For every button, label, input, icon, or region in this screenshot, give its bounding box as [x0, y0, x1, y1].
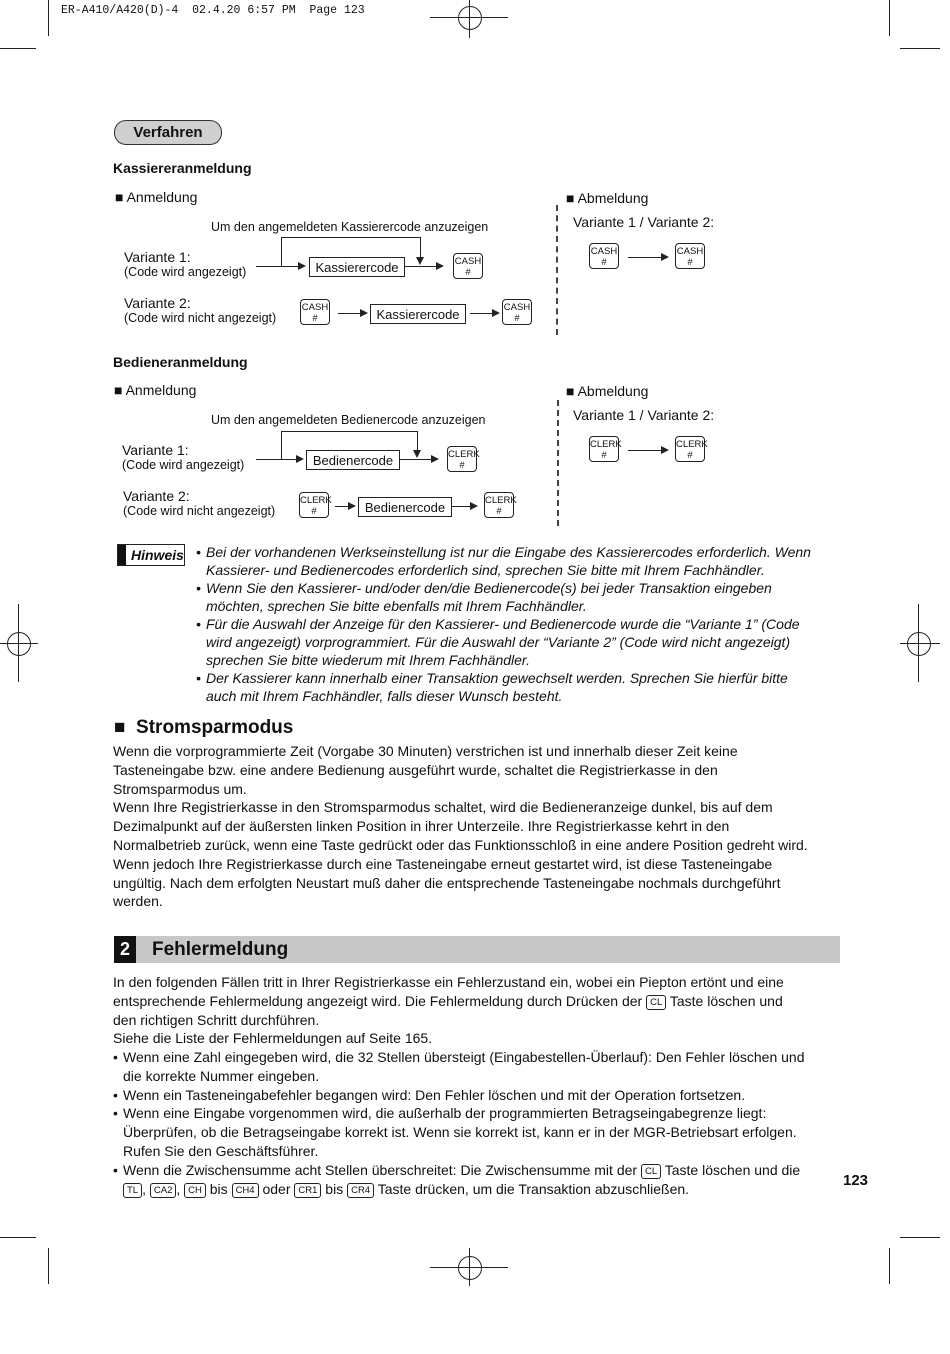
flow-line — [628, 257, 662, 258]
crop-mark — [889, 1248, 890, 1284]
power-save-heading: ■ Stromsparmodus — [114, 717, 294, 738]
clerk-signoff-label: ■ Abmeldung — [566, 383, 648, 399]
arrow-down-icon — [416, 257, 424, 265]
list-item: • Wenn die Zwischensumme acht Stellen überschreitet: Die Zwischensumme mit der CL Taste löschen und die TL , CA2 , CH bis CH4 oder CR1 bis CR4 Taste drücken, um die Transaktion abzuschließen. — [113, 1161, 801, 1197]
clerk-key: CLERK # — [447, 446, 477, 472]
cashier-variant2: Variante 2: — [124, 295, 191, 311]
clerk-signon-heading: Bedieneranmeldung — [113, 354, 248, 370]
flow-line — [417, 431, 418, 452]
registration-mark — [907, 632, 931, 656]
flow-line — [281, 237, 421, 238]
error-intro: In den folgenden Fällen tritt in Ihrer Registrierkasse ein Fehlerzustand ein, wobei ein Piepton ertönt und eine entsprechende Fehlermeldung angezeigt wird. Die Fehlermeldung durch Drücken der CL Taste löschen und den richtigen Schritt durchführen. Siehe die Liste der Fehlermeldungen auf Seite 165. — [113, 974, 784, 1047]
cash-key: CASH # — [300, 299, 330, 325]
note-item: • Bei der vorhandenen Werkseinstellung ist nur die Eingabe des Kassierercodes erforderlich. Wenn Kassierer- und Bedienercodes erforderlich sind, sprechen Sie bitte mit Ihrem Fachhändler. — [196, 544, 811, 578]
cashier-signoff-variants: Variante 1 / Variante 2: — [573, 214, 715, 230]
ch-key: CH — [184, 1183, 206, 1198]
flow-line — [405, 266, 437, 267]
flow-line — [281, 431, 282, 460]
cashier-signoff-label: ■ Abmeldung — [566, 190, 648, 206]
flow-line — [628, 450, 662, 451]
arrow-right-icon — [298, 262, 306, 270]
ch4-key: CH4 — [232, 1183, 259, 1198]
note-item: • Der Kassierer kann innerhalb einer Transaktion gewechselt werden. Sprechen Sie hierfür bitte auch mit Ihrem Fachhändler, falls dieser Wunsch besteht. — [196, 670, 788, 704]
clerk-signoff-variants: Variante 1 / Variante 2: — [573, 407, 715, 423]
clerk-caption: Um den angemeldeten Bedienercode anzuzeigen — [211, 413, 486, 427]
flow-line — [281, 431, 418, 432]
note-item: • Wenn Sie den Kassierer- und/oder den/die Bedienercode(s) bei jeder Transaktion eingeben möchten, sprechen Sie bitte ebenfalls mit Ihrem Fachhändler. — [196, 580, 772, 614]
flow-line — [452, 506, 472, 507]
clerk-key: CLERK # — [675, 436, 705, 462]
flow-line — [281, 237, 282, 267]
clerk-variant1-sub: (Code wird angezeigt) — [122, 458, 245, 472]
cashier-code-box: Kassierercode — [309, 257, 405, 277]
cashier-signon-label: ■ Anmeldung — [115, 189, 197, 205]
cashier-caption: Um den angemeldeten Kassierercode anzuzeigen — [211, 220, 489, 234]
list-item: • Wenn eine Eingabe vorgenommen wird, die außerhalb der programmierten Betragseingabegrenze liegt: Überprüfen, ob die Betragseingabe korrekt ist. Wenn sie korrekt ist, kann er in der MGR-Betriebsart erfolgen. Rufen Sie den Geschäftsführer. — [113, 1105, 797, 1159]
registration-mark — [7, 632, 31, 656]
divider-dashed — [556, 205, 558, 335]
page-number: 123 — [843, 1172, 869, 1189]
cl-key: CL — [646, 995, 666, 1010]
list-item: • Wenn ein Tasteneingabefehler begangen wird: Den Fehler löschen und mit der Operation fortsetzen. — [113, 1086, 746, 1103]
arrow-right-icon — [360, 309, 368, 317]
cashier-signon-heading: Kassiereranmeldung — [113, 160, 252, 176]
section-title: Fehlermeldung — [152, 939, 289, 960]
cashier-variant1: Variante 1: — [124, 249, 191, 265]
arrow-right-icon — [296, 455, 304, 463]
cash-key: CASH # — [675, 243, 705, 269]
divider-dashed — [557, 400, 559, 526]
registration-mark — [458, 6, 482, 30]
flow-line — [335, 506, 349, 507]
cashier-variant2-sub: (Code wird nicht angezeigt) — [124, 311, 277, 325]
clerk-variant2-sub: (Code wird nicht angezeigt) — [123, 504, 276, 518]
crop-mark — [0, 48, 36, 49]
list-item: • Wenn eine Zahl eingegeben wird, die 32 Stellen übersteigt (Eingabestellen-Überlauf): Den Fehler löschen und die korrekte Nummer eingeben. — [113, 1049, 805, 1084]
note-badge: Hinweis — [117, 544, 185, 566]
arrow-right-icon — [492, 309, 500, 317]
clerk-code-box: Bedienercode — [306, 450, 400, 470]
cashier-code-box: Kassierercode — [370, 304, 466, 324]
clerk-key: CLERK # — [589, 436, 619, 462]
arrow-right-icon — [436, 262, 444, 270]
power-save-text: Wenn die vorprogrammierte Zeit (Vorgabe 30 Minuten) verstrichen ist und innerhalb dieser Zeit keine Tasteneingabe bzw. eine andere Bedienung ausgeführt wurde, schaltet die Registrierkasse in den Stromsparmodus um. Wenn Ihre Registrierkasse in den Stromsparmodus schaltet, wird die Bedieneranzeige dunkel, bis auf dem Dezimalpunkt auf der äußersten linken Position in ihrer Unterzeile. Ihre Registrierkasse kehrt in den Normalbetrieb zurück, wenn eine Taste gedrückt oder das Funktionsschloß in eine andere Position gedreht wird. Wenn jedoch Ihre Registrierkasse durch eine Tasteneingabe erneut gestartet wird, ist diese Tasteneingabe ungültig. Nach dem erfolgten Neustart muß daher die entsprechende Tasteneingabe nochmals durchgeführt werden. — [113, 743, 808, 910]
print-header: ER-A410/A420(D)-4 02.4.20 6:57 PM Page 123 — [61, 4, 365, 17]
crop-mark — [48, 0, 49, 36]
cash-key: CASH # — [453, 253, 483, 279]
flow-line — [420, 237, 421, 259]
tl-key: TL — [123, 1183, 142, 1198]
flow-line — [400, 459, 432, 460]
section-number: 2 — [114, 936, 136, 963]
ca2-key: CA2 — [150, 1183, 176, 1198]
crop-mark — [0, 1237, 36, 1238]
arrow-right-icon — [661, 446, 669, 454]
cr4-key: CR4 — [347, 1183, 374, 1198]
registration-mark — [458, 1256, 482, 1280]
error-list — [113, 1048, 848, 1198]
clerk-key: CLERK # — [484, 492, 514, 518]
arrow-down-icon — [413, 450, 421, 458]
clerk-code-box: Bedienercode — [358, 497, 452, 517]
flow-line — [338, 313, 362, 314]
flow-line — [256, 459, 298, 460]
crop-mark — [48, 1248, 49, 1284]
crop-mark — [900, 48, 940, 49]
arrow-right-icon — [431, 455, 439, 463]
flow-line — [470, 313, 494, 314]
crop-mark — [889, 0, 890, 36]
procedure-badge: Verfahren — [114, 120, 222, 145]
flow-line — [256, 266, 300, 267]
arrow-right-icon — [661, 253, 669, 261]
clerk-signon-label: ■ Anmeldung — [114, 382, 196, 398]
note-item: • Für die Auswahl der Anzeige für den Kassierer- und Bedienercode wurde die “Variante 1” (Code wird angezeigt) vorprogrammiert. Für die Auswahl der “Variante 2” (Code wird nicht angezeigt) sprechen Sie bitte wiederum mit Ihrem Fachhändler. — [196, 616, 800, 668]
clerk-variant2: Variante 2: — [123, 488, 190, 504]
crop-mark — [900, 1237, 940, 1238]
arrow-right-icon — [470, 502, 478, 510]
clerk-key: CLERK # — [299, 492, 329, 518]
cashier-variant1-sub: (Code wird angezeigt) — [124, 265, 247, 279]
arrow-right-icon — [348, 502, 356, 510]
cl-key: CL — [641, 1164, 661, 1179]
cr1-key: CR1 — [294, 1183, 321, 1198]
cash-key: CASH # — [502, 299, 532, 325]
cash-key: CASH # — [589, 243, 619, 269]
clerk-variant1: Variante 1: — [122, 442, 189, 458]
